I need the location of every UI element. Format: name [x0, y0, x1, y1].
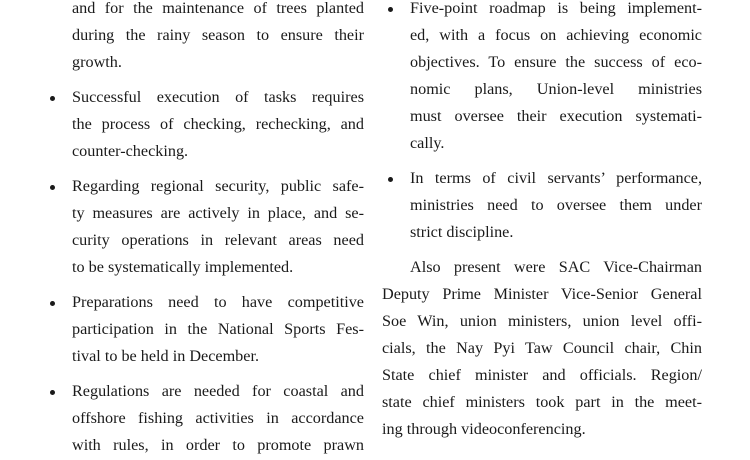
text-line: participation in the National Sports Fes- — [72, 320, 364, 338]
bullet-item — [44, 289, 364, 370]
bullet-icon — [50, 390, 55, 395]
text-line: In terms of civil servants’ performance, — [410, 169, 702, 187]
text-line: State chief minister and officials. Region/ — [382, 366, 702, 384]
bullet-icon — [50, 96, 55, 101]
text-line: offshore fishing activities in accordance — [72, 409, 364, 427]
text-line: ministries need to oversee them under — [410, 196, 702, 214]
text-line: Regulations are needed for coastal and — [72, 382, 364, 400]
bullet-icon — [388, 177, 393, 182]
text-line: cials, the Nay Pyi Taw Council chair, Chin — [382, 339, 702, 357]
text-line: Deputy Prime Minister Vice-Senior General — [382, 285, 702, 303]
text-line: cally. — [410, 134, 445, 152]
text-line: with rules, in order to promote prawn — [72, 436, 364, 454]
left-column — [44, 0, 364, 460]
bullet-item — [382, 0, 702, 157]
bullet-item — [382, 165, 702, 246]
bullet-item — [44, 173, 364, 281]
text-line: Successful execution of tasks requires — [72, 88, 364, 106]
text-line: Regarding regional security, public safe- — [72, 177, 364, 195]
text-line: curity operations in relevant areas need — [72, 231, 364, 249]
text-line: growth. — [72, 53, 122, 71]
text-line: to be systematically implemented. — [72, 258, 294, 276]
bullet-item — [44, 378, 364, 459]
text-line: the process of checking, rechecking, and — [72, 115, 364, 133]
text-line: ed, with a focus on achieving economic — [410, 26, 702, 44]
text-line: ing through videoconferencing. — [382, 420, 586, 438]
right-column — [382, 0, 702, 443]
bullet-icon — [50, 301, 55, 306]
text-line: must oversee their execution systemati- — [410, 107, 702, 125]
text-line: Preparations need to have competitive — [72, 293, 364, 311]
bullet-icon — [50, 185, 55, 190]
closing-paragraph — [382, 254, 702, 443]
bullet-icon — [388, 7, 393, 12]
text-line: strict discipline. — [410, 223, 514, 241]
continuation-paragraph — [44, 0, 364, 76]
text-line: ty measures are actively in place, and se- — [72, 204, 364, 222]
text-line: Also present were SAC Vice-Chairman — [410, 258, 702, 276]
text-line: objectives. To ensure the success of eco- — [410, 53, 702, 71]
text-line: during the rainy season to ensure their — [72, 26, 364, 44]
text-line: tival to be held in December. — [72, 347, 259, 365]
text-line: Soe Win, union ministers, union level offi- — [382, 312, 702, 330]
text-line: and for the maintenance of trees planted — [72, 0, 364, 17]
text-line: nomic plans, Union-level ministries — [410, 80, 702, 98]
text-line: state chief ministers took part in the meet- — [382, 393, 702, 411]
text-line: counter-checking. — [72, 142, 189, 160]
text-line: Five-point roadmap is being implement- — [410, 0, 702, 17]
bullet-item — [44, 84, 364, 165]
